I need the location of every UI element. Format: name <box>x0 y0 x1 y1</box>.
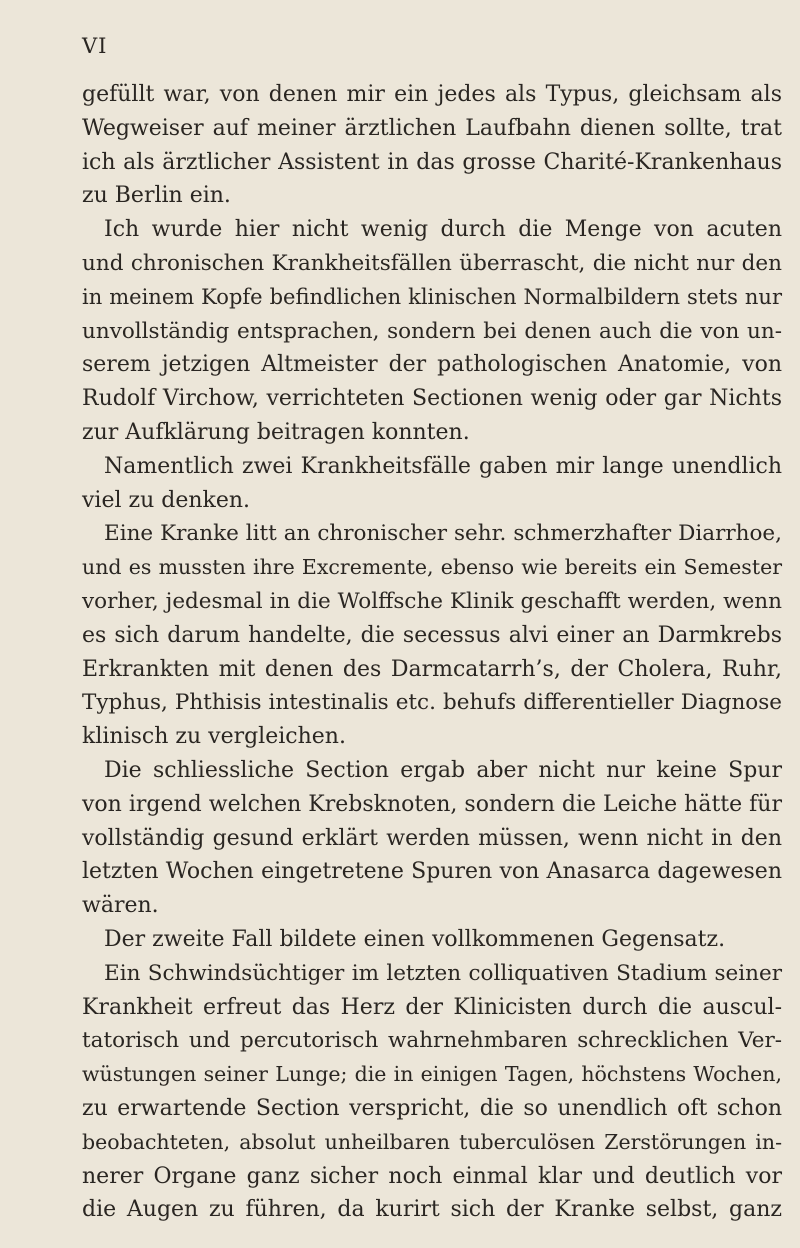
page-number: VI <box>82 34 108 58</box>
text-line: beobachteten, absolut unheilbaren tuberculösen Zerstörungen in- <box>82 1129 782 1154</box>
text-line: die Augen zu führen, da kurirt sich der Kranke selbst, ganz <box>82 1197 782 1223</box>
text-line: zu Berlin ein. <box>82 183 231 209</box>
text-line: Erkrankten mit denen des Darmcatarrh’s, der Cholera, Ruhr, <box>82 656 782 682</box>
text-line: Wegweiser auf meiner ärztlichen Laufbahn dienen sollte, trat <box>82 115 782 141</box>
text-line: Rudolf Virchow, verrichteten Sectionen wenig oder gar Nichts <box>82 386 782 412</box>
text-line: vorher, jedesmal in die Wolffsche Klinik geschafft werden, wenn <box>82 588 782 614</box>
text-line: Typhus, Phthisis intestinalis etc. behufs differentieller Diagnose <box>82 690 782 716</box>
text-line: Ich wurde hier nicht wenig durch die Menge von acuten <box>104 217 782 243</box>
text-line: und chronischen Krankheitsfällen überrascht, die nicht nur den <box>82 250 782 276</box>
text-line: zu erwartende Section verspricht, die so unendlich oft schon <box>82 1095 782 1121</box>
text-line: tatorisch und percutorisch wahrnehmbaren schrecklichen Ver- <box>82 1028 782 1054</box>
text-line: Namentlich zwei Krankheitsfälle gaben mir lange unendlich <box>104 453 782 479</box>
text-line: letzten Wochen eingetretene Spuren von Anasarca dagewesen <box>82 859 782 885</box>
text-line: Ein Schwindsüchtiger im letzten colliquativen Stadium seiner <box>104 960 782 986</box>
text-line: wären. <box>82 893 159 919</box>
text-line: viel zu denken. <box>82 487 251 513</box>
body-text <box>82 78 782 1227</box>
text-line: zur Aufklärung beitragen konnten. <box>82 419 470 445</box>
text-line: in meinem Kopfe befindlichen klinischen Normalbildern stets nur <box>82 284 782 309</box>
text-line: wüstungen seiner Lunge; die in einigen Tagen, höchstens Wochen, <box>82 1062 782 1087</box>
text-line: Eine Kranke litt an chronischer sehr. schmerzhafter Diarrhoe, <box>104 521 782 547</box>
text-line: Krankheit erfreut das Herz der Klinicisten durch die auscul- <box>82 994 782 1020</box>
text-line: ich als ärztlicher Assistent in das grosse Charité-Krankenhaus <box>82 149 782 175</box>
text-line: Die schliessliche Section ergab aber nicht nur keine Spur <box>104 757 782 783</box>
text-line: serem jetzigen Altmeister der pathologischen Anatomie, von <box>82 352 782 378</box>
text-line: vollständig gesund erklärt werden müssen, wenn nicht in den <box>82 825 782 851</box>
text-line: gefüllt war, von denen mir ein jedes als Typus, gleichsam als <box>82 82 782 107</box>
text-line: nerer Organe ganz sicher noch einmal klar und deutlich vor <box>82 1163 782 1189</box>
text-line: es sich darum handelte, die secessus alvi einer an Darmkrebs <box>82 622 782 648</box>
text-line: unvollständig entsprachen, sondern bei denen auch die von un- <box>82 318 782 344</box>
text-line: klinisch zu vergleichen. <box>82 724 346 750</box>
text-line: von irgend welchen Krebsknoten, sondern die Leiche hätte für <box>82 791 782 817</box>
text-line: und es mussten ihre Excremente, ebenso wie bereits ein Semester <box>82 555 782 580</box>
text-line: Der zweite Fall bildete einen vollkommenen Gegensatz. <box>104 926 726 952</box>
